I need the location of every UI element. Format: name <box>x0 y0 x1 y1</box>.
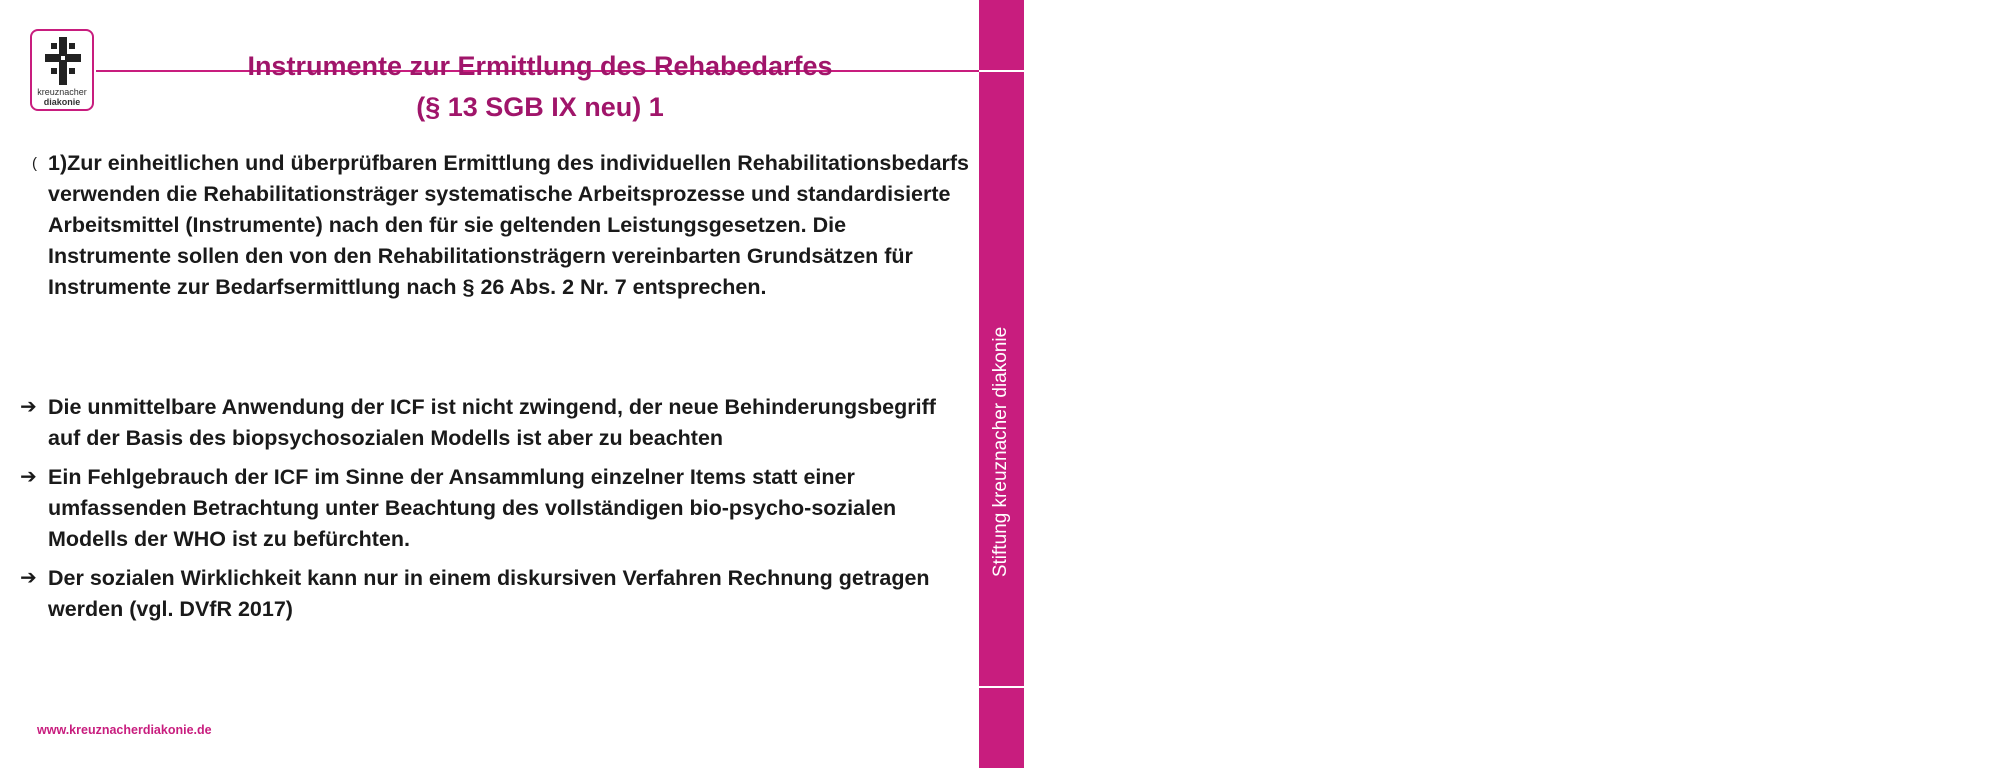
paragraph-text: 1)Zur einheitlichen und überprüfbaren Ermittlung des individuellen Rehabilitationsbedarfs verwenden die Rehabilitationsträger systematische Arbeitsprozesse und standardisierte Arbeitsmittel (Instrumente) nach den für sie geltenden Leistungsgesetzen. Die Instrumente sollen den von den Rehabilitationsträgern vereinbarten Grundsätzen für Instrumente zur Bedarfsermittlung nach § 26 Abs. 2 Nr. 7 entsprechen. <box>48 151 970 299</box>
bullet-text: Ein Fehlgebrauch der ICF im Sinne der Ansammlung einzelner Items statt einer umfassenden Betrachtung unter Beachtung des vollständigen bio-psycho-sozialen Modells der WHO ist zu befürchten. <box>48 465 897 551</box>
logo-text-line1: kreuznacher <box>37 87 87 97</box>
list-item <box>20 563 972 625</box>
paragraph-open-paren: ( <box>32 155 37 172</box>
list-item <box>20 462 972 555</box>
title-line-1: Instrumente zur Ermittlung des Rehabedarfes <box>247 51 833 81</box>
list-item <box>20 392 972 454</box>
arrow-right-icon: ➔ <box>20 567 37 589</box>
arrow-right-icon: ➔ <box>20 466 37 488</box>
sidebar-brand-text: Stiftung kreuznacher diakonie <box>990 326 1011 578</box>
title-line-2: (§ 13 SGB IX neu) 1 <box>416 92 664 122</box>
arrow-right-icon: ➔ <box>20 396 37 418</box>
bullet-list <box>20 392 972 625</box>
logo-text-line2: diakonie <box>43 97 81 107</box>
slide-content <box>20 148 972 633</box>
bullet-text: Der sozialen Wirklichkeit kann nur in einem diskursiven Verfahren Rechnung getragen werden (vgl. DVfR 2017) <box>48 566 930 621</box>
sidebar-band <box>979 0 1989 768</box>
footer-url-link[interactable]: www.kreuznacherdiakonie.de <box>37 723 212 737</box>
sidebar-divider-bottom <box>979 686 1024 688</box>
legal-paragraph <box>32 148 972 303</box>
cross-logo-icon <box>45 37 81 85</box>
page-number: 13 <box>1972 720 1989 736</box>
slide-title <box>140 46 940 128</box>
logo <box>30 29 94 111</box>
sidebar-divider-top <box>979 70 1024 72</box>
bullet-text: Die unmittelbare Anwendung der ICF ist nicht zwingend, der neue Behinderungsbegriff auf der Basis des biopsychosozialen Modells ist aber zu beachten <box>48 395 936 450</box>
